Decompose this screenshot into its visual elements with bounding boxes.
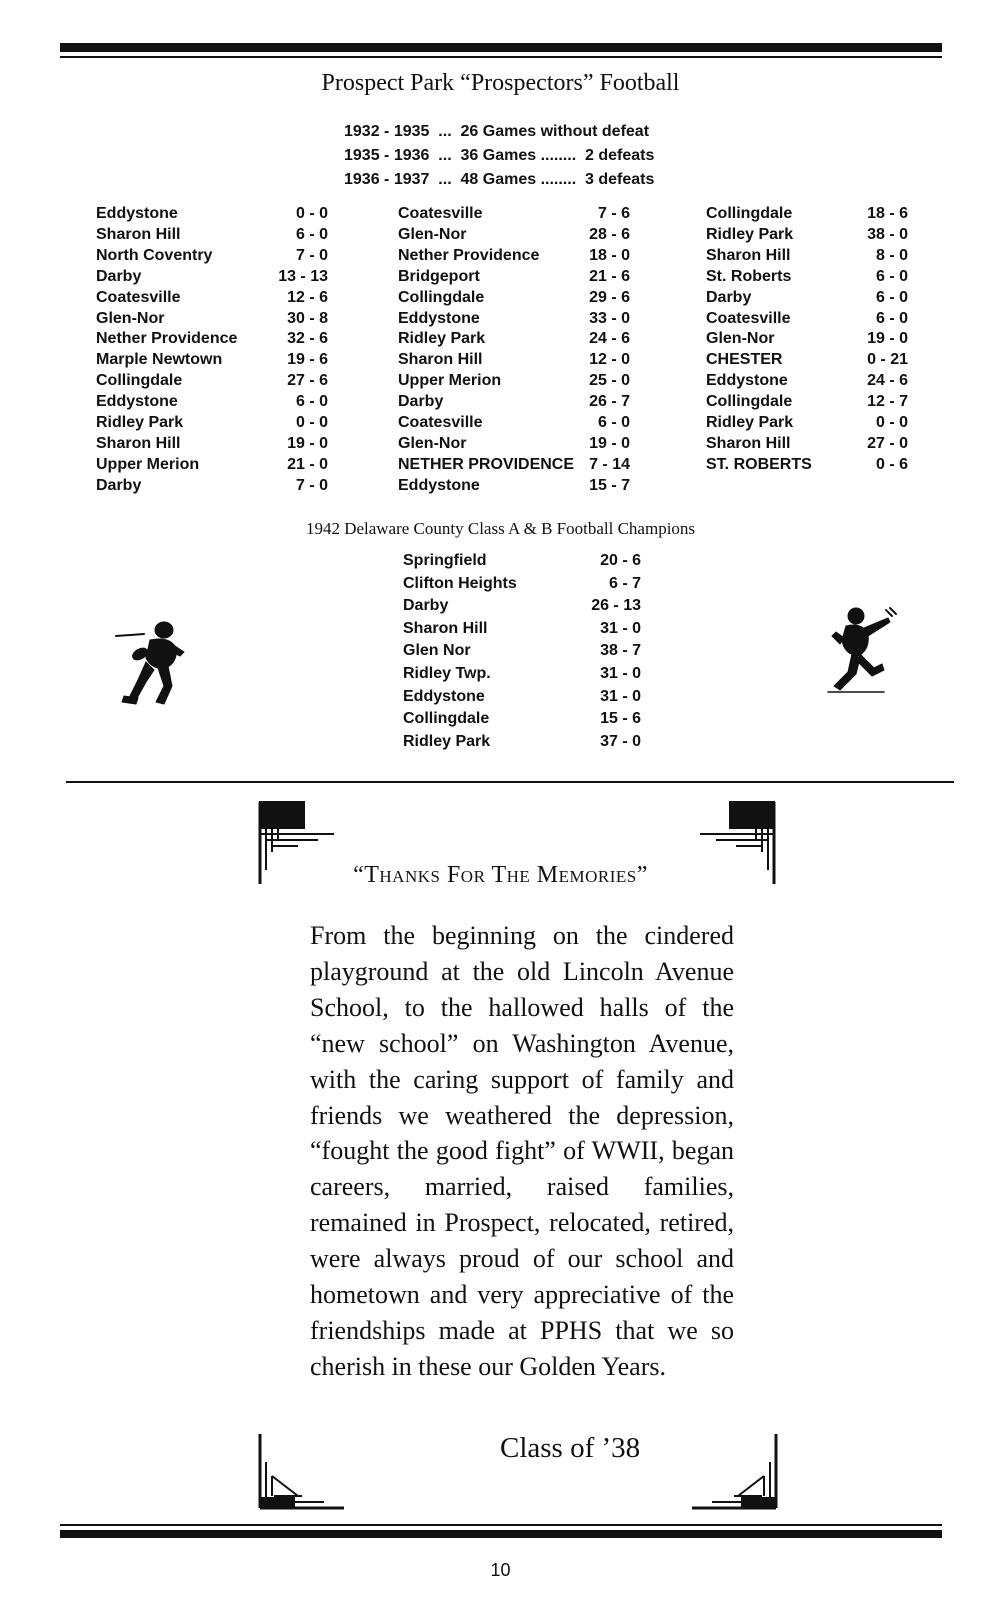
game-score: 28 - 6 [589, 225, 630, 243]
game-row [706, 434, 908, 455]
game-score: 26 - 13 [591, 597, 641, 615]
game-row [706, 288, 908, 309]
game-row [403, 731, 641, 754]
opponent-name: Glen-Nor [706, 330, 775, 348]
opponent-name: Clifton Heights [403, 574, 517, 592]
opponent-name: Glen-Nor [96, 309, 165, 327]
game-score: 21 - 0 [287, 455, 328, 473]
opponent-name: Darby [706, 288, 752, 306]
game-row [398, 476, 630, 497]
opponent-name: Bridgeport [398, 267, 480, 285]
class-signature: Class of ’38 [500, 1432, 641, 1464]
game-score: 24 - 6 [867, 372, 908, 390]
top-thick-rule [60, 43, 942, 52]
opponent-name: Darby [398, 393, 444, 411]
opponent-name: Marple Newtown [96, 351, 223, 369]
game-score: 26 - 7 [589, 393, 630, 411]
opponent-name: Sharon Hill [96, 225, 181, 243]
opponent-name: Collingdale [706, 205, 793, 222]
streak-line: 1932 - 1935 ... 26 Games without defeat [344, 123, 650, 140]
game-row [403, 573, 641, 596]
schedule-column-2 [398, 204, 630, 497]
game-score: 24 - 6 [589, 330, 630, 348]
game-score: 31 - 0 [600, 664, 641, 682]
game-row [706, 371, 908, 392]
game-score: 27 - 6 [287, 372, 328, 390]
game-row [398, 392, 630, 413]
opponent-name: Sharon Hill [403, 619, 488, 637]
game-row [706, 225, 908, 246]
opponent-name: Darby [96, 267, 142, 285]
game-row [706, 204, 908, 225]
opponent-name: Upper Merion [96, 455, 200, 473]
game-row [96, 267, 328, 288]
schedule-column-3 [706, 204, 908, 476]
game-row [403, 663, 641, 686]
art-deco-corner-ornament-icon [688, 1432, 778, 1512]
game-row [96, 392, 328, 413]
game-score: 7 - 0 [295, 476, 328, 494]
streak-line: 1935 - 1936 ... 36 Games ........ 2 defeats [344, 147, 655, 164]
game-score: 18 - 0 [589, 246, 630, 264]
game-row [706, 329, 908, 350]
art-deco-corner-ornament-icon [258, 1432, 348, 1512]
game-score: 7 - 14 [589, 455, 630, 473]
game-score: 7 - 6 [597, 205, 630, 222]
opponent-name: Sharon Hill [398, 351, 483, 369]
schedule-column-1 [96, 204, 328, 497]
game-score: 19 - 6 [287, 351, 328, 369]
opponent-name: Eddystone [398, 309, 480, 327]
opponent-name: Coatesville [398, 414, 483, 432]
game-score: 19 - 0 [287, 434, 328, 452]
opponent-name: CHESTER [706, 351, 783, 369]
game-row [403, 595, 641, 618]
game-score: 21 - 6 [589, 267, 630, 285]
game-row [96, 225, 328, 246]
opponent-name: Upper Merion [398, 372, 502, 390]
opponent-name: Ridley Park [398, 330, 486, 348]
game-score: 6 - 0 [295, 225, 328, 243]
game-score: 6 - 0 [597, 414, 630, 432]
top-thin-rule [60, 56, 942, 58]
opponent-name: Glen-Nor [398, 434, 467, 452]
opponent-name: Collingdale [96, 372, 183, 390]
game-row [96, 413, 328, 434]
opponent-name: Coatesville [706, 309, 791, 327]
opponent-name: ST. ROBERTS [706, 455, 812, 473]
game-score: 25 - 0 [589, 372, 630, 390]
game-row [398, 350, 630, 371]
page-title: Prospect Park “Prospectors” Football [321, 70, 680, 96]
game-row [398, 329, 630, 350]
game-score: 0 - 0 [875, 414, 908, 432]
game-row [403, 686, 641, 709]
page-number: 10 [490, 1560, 511, 1580]
game-score: 0 - 0 [295, 205, 328, 222]
streak-line: 1936 - 1937 ... 48 Games ........ 3 defeats [344, 171, 655, 188]
memories-body: From the beginning on the cindered playground at the old Lincoln Avenue School, to the hallowed halls of the “new school” on Washington Avenue, with the caring support of family and friends we weathered the depression, “fought the good fight” of WWII, began careers, married, raised families, remained in Prospect, relocated, retired, were always proud of our school and hometown and very appreciative of the friendships made at PPHS that we so cherish in these our Golden Years. [310, 921, 734, 1381]
opponent-name: Ridley Park [96, 414, 184, 432]
game-row [706, 309, 908, 330]
game-score: 19 - 0 [867, 330, 908, 348]
game-row [398, 204, 630, 225]
game-row [398, 267, 630, 288]
streak-list [344, 120, 654, 192]
game-score: 31 - 0 [600, 619, 641, 637]
game-row [403, 708, 641, 731]
game-score: 0 - 0 [295, 414, 328, 432]
game-score: 29 - 6 [589, 288, 630, 306]
opponent-name: Nether Providence [96, 330, 238, 348]
opponent-name: Ridley Park [706, 225, 794, 243]
game-score: 8 - 0 [875, 246, 908, 264]
game-score: 20 - 6 [600, 552, 641, 569]
game-row [398, 434, 630, 455]
game-score: 0 - 6 [875, 455, 908, 473]
opponent-name: Ridley Park [403, 732, 491, 750]
opponent-name: St. Roberts [706, 267, 792, 285]
game-score: 31 - 0 [600, 687, 641, 705]
opponent-name: Eddystone [706, 372, 788, 390]
game-row [403, 618, 641, 641]
opponent-name: Ridley Park [706, 414, 794, 432]
game-score: 33 - 0 [589, 309, 630, 327]
game-score: 6 - 0 [875, 309, 908, 327]
game-row [96, 329, 328, 350]
game-score: 18 - 6 [867, 205, 908, 222]
game-row [398, 246, 630, 267]
game-score: 12 - 7 [867, 393, 908, 411]
game-score: 12 - 6 [287, 288, 328, 306]
game-row [403, 550, 641, 573]
game-row [398, 309, 630, 330]
game-score: 6 - 0 [875, 267, 908, 285]
game-row [96, 476, 328, 497]
opponent-name: Coatesville [96, 288, 181, 306]
opponent-name: Springfield [403, 552, 487, 569]
opponent-name: Nether Providence [398, 246, 540, 264]
game-score: 38 - 7 [600, 642, 641, 660]
game-row [96, 455, 328, 476]
football-player-icon [112, 618, 192, 710]
game-row [96, 371, 328, 392]
game-row [706, 413, 908, 434]
game-row [706, 392, 908, 413]
opponent-name: Glen Nor [403, 642, 471, 660]
game-row [96, 350, 328, 371]
game-score: 0 - 21 [867, 351, 908, 369]
game-score: 19 - 0 [589, 434, 630, 452]
football-runner-icon [816, 604, 912, 704]
game-row [398, 225, 630, 246]
opponent-name: North Coventry [96, 246, 213, 264]
game-row [706, 267, 908, 288]
game-row [96, 204, 328, 225]
opponent-name: Eddystone [96, 393, 178, 411]
opponent-name: Darby [403, 597, 449, 615]
game-score: 6 - 7 [608, 574, 641, 592]
memories-title: “Thanks For The Memories” [353, 862, 648, 888]
game-score: 15 - 7 [589, 476, 630, 494]
game-score: 12 - 0 [589, 351, 630, 369]
opponent-name: Collingdale [398, 288, 485, 306]
bottom-thin-rule [60, 1524, 942, 1526]
game-score: 30 - 8 [287, 309, 328, 327]
opponent-name: Collingdale [403, 710, 490, 728]
game-row [398, 413, 630, 434]
game-score: 27 - 0 [867, 434, 908, 452]
game-row [706, 246, 908, 267]
opponent-name: Eddystone [403, 687, 485, 705]
game-row [398, 288, 630, 309]
opponent-name: Eddystone [96, 205, 178, 222]
opponent-name: Glen-Nor [398, 225, 467, 243]
game-score: 15 - 6 [600, 710, 641, 728]
game-row [96, 246, 328, 267]
section-divider [66, 781, 954, 783]
game-score: 6 - 0 [295, 393, 328, 411]
bottom-thick-rule [60, 1530, 942, 1538]
opponent-name: Darby [96, 476, 142, 494]
game-score: 13 - 13 [278, 267, 328, 285]
opponent-name: Eddystone [398, 476, 480, 494]
game-score: 37 - 0 [600, 732, 641, 750]
opponent-name: Coatesville [398, 205, 483, 222]
opponent-name: Sharon Hill [96, 434, 181, 452]
game-row [96, 434, 328, 455]
game-row [96, 288, 328, 309]
game-row [96, 309, 328, 330]
opponent-name: NETHER PROVIDENCE [398, 455, 575, 473]
game-row [398, 371, 630, 392]
game-row [398, 455, 630, 476]
game-row [706, 350, 908, 371]
opponent-name: Ridley Twp. [403, 664, 491, 682]
game-score: 32 - 6 [287, 330, 328, 348]
opponent-name: Sharon Hill [706, 246, 791, 264]
opponent-name: Sharon Hill [706, 434, 791, 452]
champions-list [403, 550, 641, 753]
opponent-name: Collingdale [706, 393, 793, 411]
game-score: 7 - 0 [295, 246, 328, 264]
game-row [706, 455, 908, 476]
game-score: 38 - 0 [867, 225, 908, 243]
game-row [403, 640, 641, 663]
champions-title: 1942 Delaware County Class A & B Football Champions [305, 519, 696, 538]
game-score: 6 - 0 [875, 288, 908, 306]
